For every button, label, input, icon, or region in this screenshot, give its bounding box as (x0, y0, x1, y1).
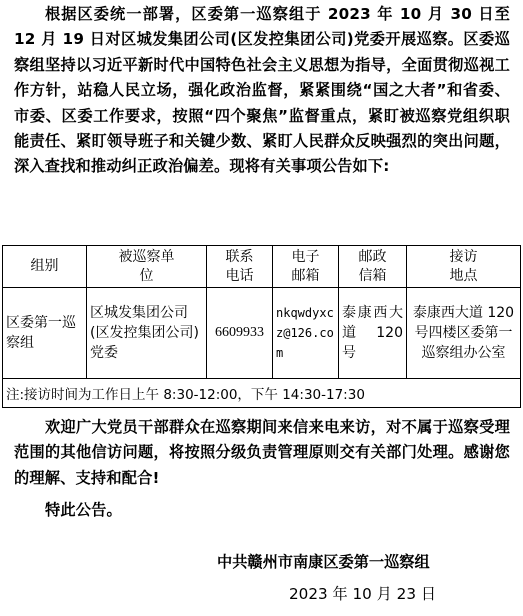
header-unit (87, 246, 207, 288)
header-mailbox (339, 246, 407, 288)
closing-paragraph: 欢迎广大党员干部群众在巡察期间来信来电来访，对不属于巡察受理范围的其他信访问题，将按照分级负责管理原则交有关部门处理。感谢您的理解、支持和配合! (14, 418, 510, 487)
notice-end: 特此公告。 (45, 501, 122, 519)
intro-paragraph: 根据区委统一部署，区委第一巡察组于 2023 年 10 月 30 日至 12 月 19 日对区城发集团公司(区发控集团公司)党委开展巡察。区委巡察组坚持以习近平新时代中国特色社会主义思想为指导，全面贯彻巡视工作方针，站稳人民立场，强化政治监督，紧紧围绕“国之大者”和省委、市委、区委工作要求，按照“四个聚焦”监督重点，紧盯被巡察党组织职能责任、紧盯领导班子和关键少数、紧盯人民群众反映强烈的突出问题，深入查找和推动纠正政治偏差。现将有关事项公告如下: (14, 5, 510, 176)
header-mailbox-text: 邮政信箱 (358, 248, 387, 284)
cell-mailbox: 泰康西大道 120 号 (339, 288, 407, 379)
header-address-text: 接访地点 (449, 248, 478, 284)
cell-email: nkqwdyxcz@126.com (273, 288, 339, 379)
reception-hours-note: 注:接访时间为工作日上午 8:30-12:00，下午 14:30-17:30 (3, 379, 521, 408)
table-row (3, 288, 521, 379)
header-phone (207, 246, 273, 288)
signature-organization: 中共赣州市南康区委第一巡察组 (217, 553, 430, 571)
contact-table (2, 245, 521, 408)
table-note-row (3, 379, 521, 408)
cell-group: 区委第一巡察组 (3, 288, 87, 379)
header-address (407, 246, 521, 288)
header-email (273, 246, 339, 288)
signature-date: 2023 年 10 月 23 日 (289, 585, 437, 603)
cell-unit: 区城发集团公司(区发控集团公司)党委 (87, 288, 207, 379)
header-email-text: 电子邮箱 (291, 248, 320, 284)
header-phone-text: 联系电话 (225, 248, 254, 284)
header-group: 组别 (3, 246, 87, 288)
table-header-row (3, 246, 521, 288)
cell-phone: 6609933 (207, 288, 273, 379)
cell-address: 泰康西大道 120 号四楼区委第一巡察组办公室 (407, 288, 521, 379)
header-unit-text: 被巡察单位 (118, 248, 175, 284)
